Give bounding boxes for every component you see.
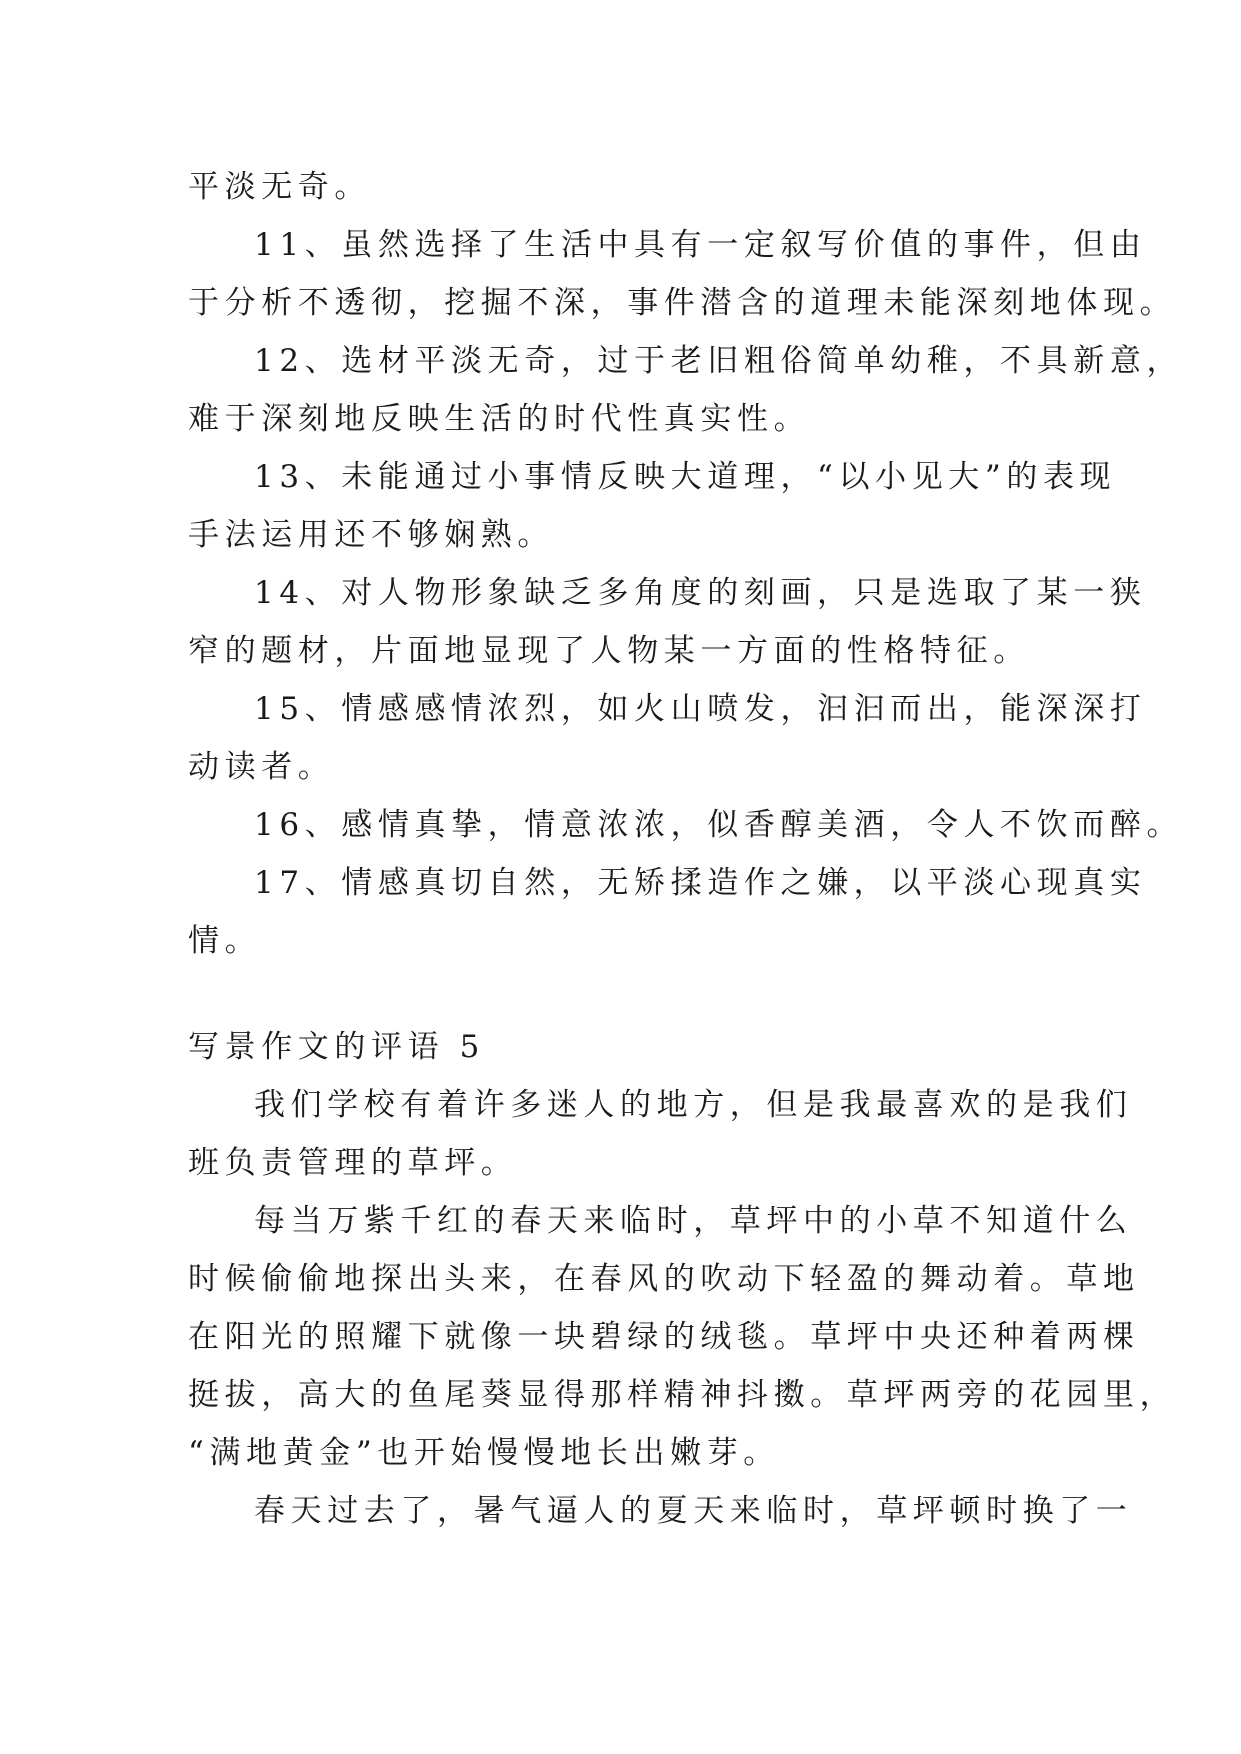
text-line: 16、感情真挚，情意浓浓，似香醇美酒，令人不饮而醉。 [254, 807, 1184, 843]
text-line: 13、未能通过小事情反映大道理，“以小见大”的表现 [254, 459, 1117, 495]
text-line: 难于深刻地反映生活的时代性真实性。 [188, 401, 811, 437]
text-line: “满地黄金”也开始慢慢地长出嫩芽。 [188, 1435, 780, 1471]
text-line: 窄的题材，片面地显现了人物某一方面的性格特征。 [188, 633, 1030, 669]
text-line: 11、虽然选择了生活中具有一定叙写价值的事件，但由 [254, 227, 1147, 263]
text-line: 12、选材平淡无奇，过于老旧粗俗简单幼稚，不具新意， [254, 343, 1184, 379]
text-line: 班负责管理的草坪。 [188, 1145, 518, 1181]
text-line: 手法运用还不够娴熟。 [188, 517, 554, 553]
section-heading: 写景作文的评语 5 [188, 1029, 485, 1065]
text-line: 14、对人物形象缺乏多角度的刻画，只是选取了某一狭 [254, 575, 1147, 611]
text-line: 动读者。 [188, 749, 335, 785]
text-line: 17、情感真切自然，无矫揉造作之嫌，以平淡心现真实 [254, 865, 1147, 901]
text-line: 挺拔，高大的鱼尾葵显得那样精神抖擞。草坪两旁的花园里， [188, 1377, 1177, 1413]
text-line: 于分析不透彻，挖掘不深，事件潜含的道理未能深刻地体现。 [188, 285, 1177, 321]
text-line: 平淡无奇。 [188, 169, 371, 205]
section-gap [188, 970, 1053, 1018]
text-line: 在阳光的照耀下就像一块碧绿的绒毯。草坪中央还种着两棵 [188, 1319, 1140, 1355]
text-block-top [188, 158, 1184, 970]
text-line: 15、情感感情浓烈，如火山喷发，汩汩而出，能深深打 [254, 691, 1147, 727]
text-line: 每当万紫千红的春天来临时，草坪中的小草不知道什么 [254, 1203, 1133, 1239]
text-line: 春天过去了，暑气逼人的夏天来临时，草坪顿时换了一 [254, 1493, 1133, 1529]
text-line: 时候偷偷地探出头来，在春风的吹动下轻盈的舞动着。草地 [188, 1261, 1140, 1297]
text-line: 情。 [188, 923, 262, 959]
document-page [188, 158, 1184, 1540]
text-block-bottom [188, 1076, 1177, 1540]
text-line: 我们学校有着许多迷人的地方，但是我最喜欢的是我们 [254, 1087, 1133, 1123]
